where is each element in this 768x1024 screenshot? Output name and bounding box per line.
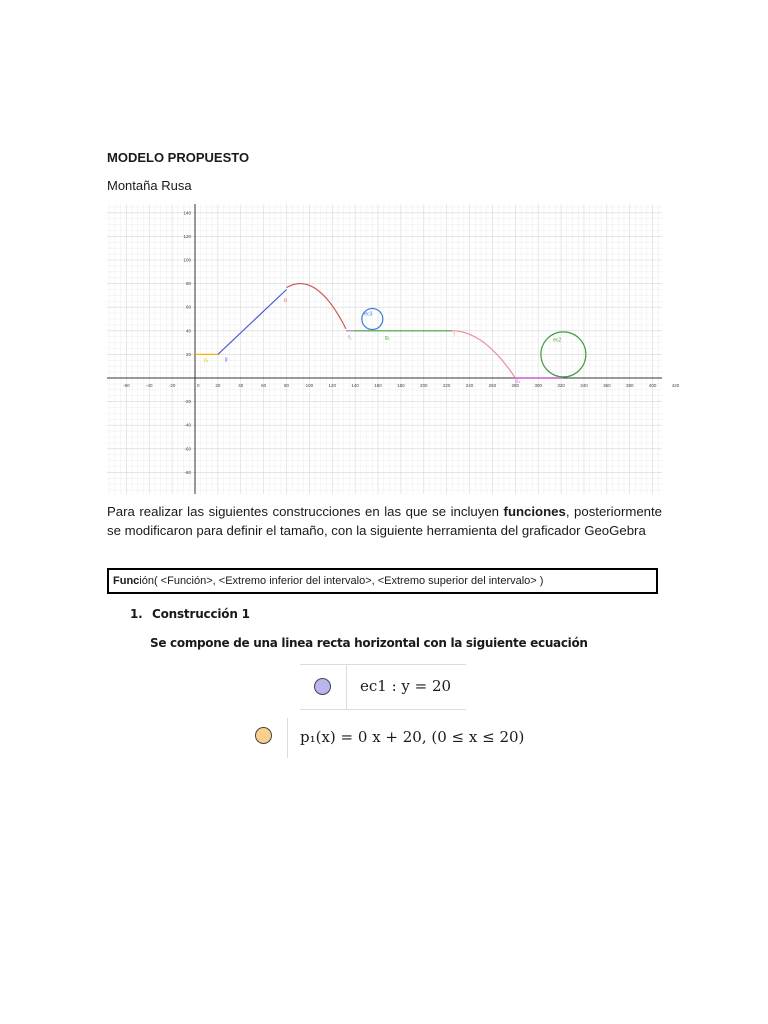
page-subtitle: Montaña Rusa [107, 178, 192, 193]
y-tick-label: 40 [185, 328, 191, 334]
x-tick-label: 400 [648, 383, 657, 388]
y-tick-label: 100 [183, 257, 191, 263]
label-f: f [453, 332, 455, 339]
para-bold-word: funciones [503, 504, 566, 519]
algebra-row-p1 [255, 718, 525, 758]
curve-p [287, 284, 346, 329]
x-tick-label: 280 [511, 383, 520, 388]
command-bold: Func [113, 575, 140, 587]
x-tick-label: 240 [465, 383, 474, 388]
label-p1: p₁ [204, 357, 209, 364]
para-text-1: Para realizar las siguientes construcciones en las que se incluyen [107, 504, 504, 519]
y-tick-label: 140 [183, 210, 191, 216]
x-tick-label: 100 [305, 383, 314, 388]
list-item-number: 1. [130, 607, 143, 621]
x-tick-label: 200 [420, 383, 428, 388]
list-item-title: Construcción 1 [152, 607, 250, 621]
y-tick-label: 20 [185, 351, 191, 357]
y-tick-label: 120 [183, 233, 191, 239]
x-tick-label: 340 [580, 383, 588, 388]
x-tick-label: 20 [215, 383, 221, 388]
x-tick-label: 300 [534, 383, 542, 388]
item-description: Se compone de una linea recta horizontal con la siguiente ecuación [150, 636, 588, 650]
para-text-2: , posteriormente se modificaron para definir el tamaño, con la siguiente herramienta del graficador GeoGebra [107, 504, 662, 538]
command-text: ión( <Función>, <Extremo inferior del intervalo>, <Extremo superior del intervalo> ) [139, 575, 544, 587]
y-tick-label: 80 [185, 281, 191, 287]
x-tick-label: 140 [351, 383, 359, 388]
label-g2: g₂ [384, 335, 390, 342]
x-tick-label: 160 [374, 383, 382, 388]
x-tick-label: 320 [557, 383, 565, 388]
y-tick-label: 60 [185, 304, 191, 310]
x-tick-label: 40 [238, 383, 244, 388]
y-tick-label: -20 [184, 399, 191, 405]
x-tick-label: 180 [397, 383, 405, 388]
label-p3: p₃ [515, 378, 521, 385]
x-tick-label: -40 [145, 383, 153, 388]
x-tick-label: 60 [261, 383, 267, 388]
y-tick-label: -60 [184, 446, 191, 452]
equation-p1: p₁(x) = 0 x + 20, (0 ≤ x ≤ 20) [300, 728, 525, 746]
equation-ec1: ec1 : y = 20 [360, 677, 452, 695]
x-tick-label: 360 [603, 383, 611, 388]
x-tick-label: 220 [442, 383, 451, 388]
label-f2: f₂ [348, 335, 352, 342]
visibility-cell [300, 665, 347, 709]
label-ec3: ec3 [364, 311, 373, 318]
x-tick-label: 420 [671, 383, 680, 388]
list-item-heading [130, 607, 250, 621]
visibility-dot-icon[interactable] [314, 678, 331, 695]
x-tick-label: 0 [197, 383, 200, 388]
x-tick-label: -60 [123, 383, 130, 388]
command-box [107, 568, 658, 594]
x-tick-label: 380 [625, 383, 634, 388]
intro-paragraph [107, 502, 662, 540]
y-tick-label: -40 [184, 422, 191, 428]
label-g: g [224, 356, 228, 363]
label-ec2: ec2 [553, 337, 562, 344]
x-tick-label: 120 [328, 383, 337, 388]
page-title: MODELO PROPUESTO [107, 150, 250, 165]
row-separator [287, 718, 288, 758]
x-tick-label: 80 [284, 383, 290, 388]
label-p: p [284, 297, 288, 304]
algebra-row-ec1 [300, 664, 466, 710]
x-tick-label: -20 [168, 383, 176, 388]
x-tick-label: 260 [488, 383, 497, 388]
y-tick-label: -80 [184, 469, 191, 475]
visibility-dot-icon[interactable] [255, 727, 272, 744]
geogebra-graph [107, 204, 680, 494]
